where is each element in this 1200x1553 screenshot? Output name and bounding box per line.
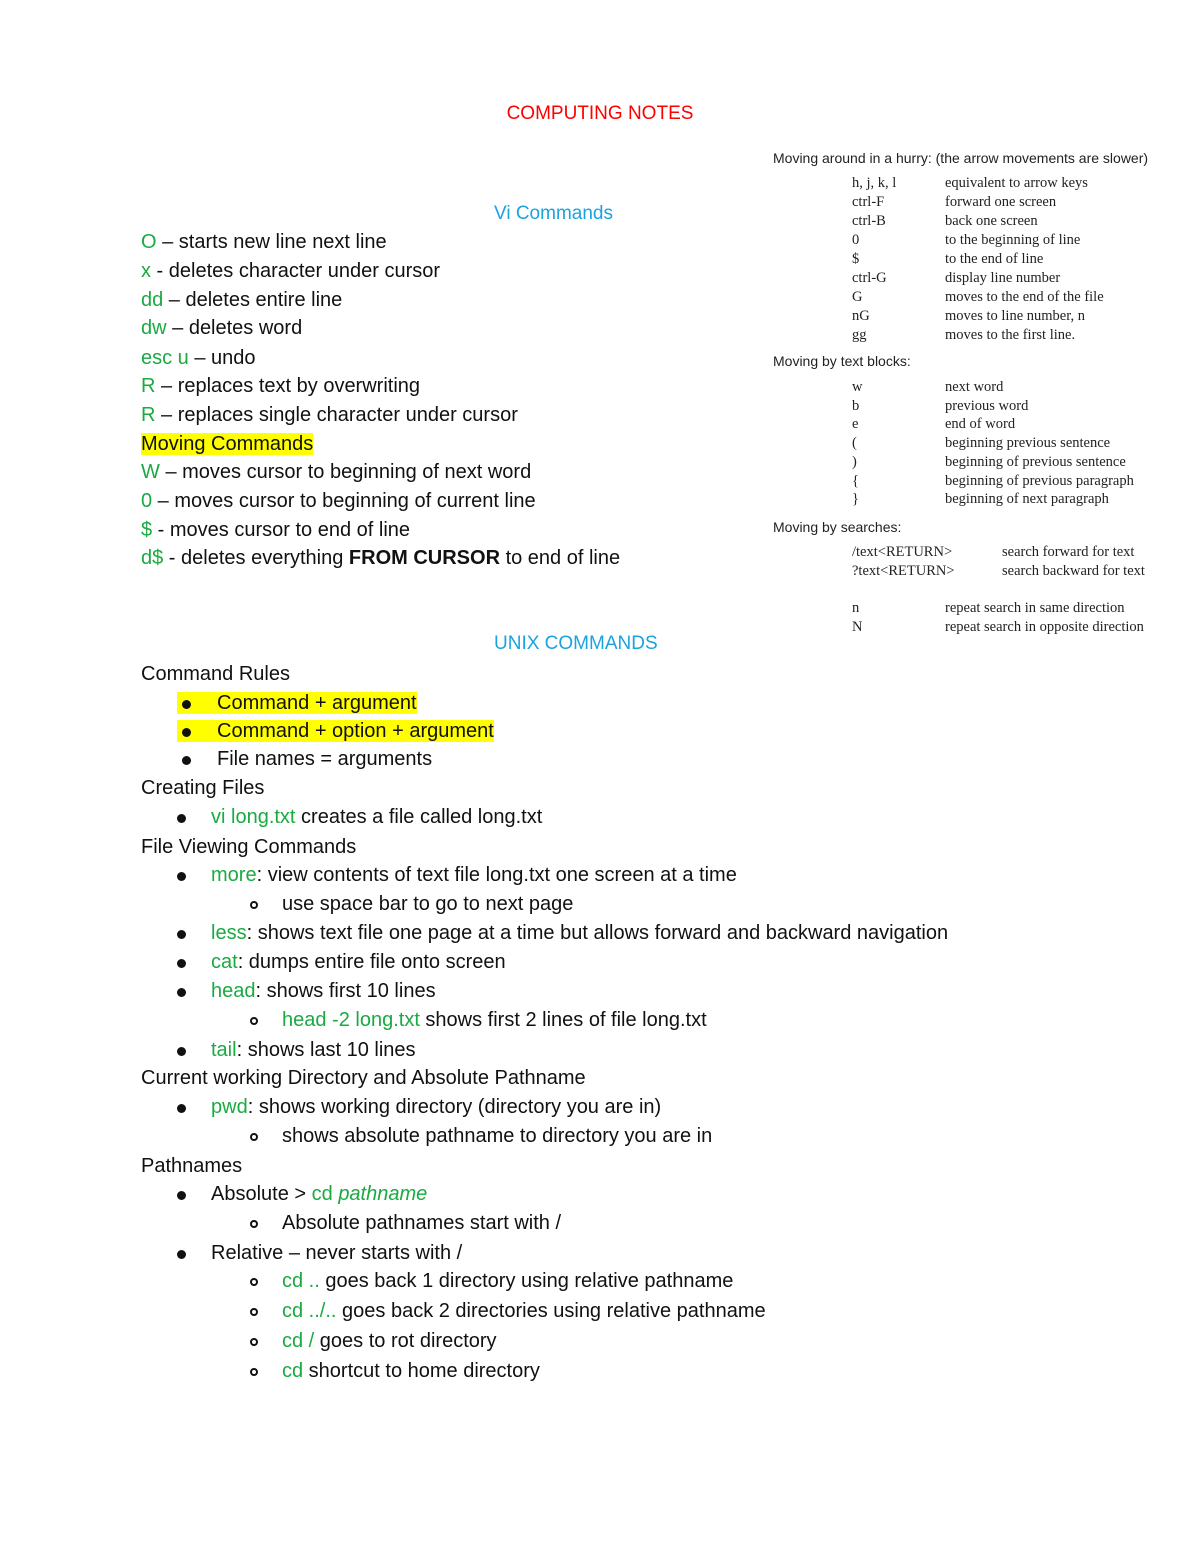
desc: : view contents of text file long.txt one screen at a time	[256, 864, 737, 886]
ref-desc: to the end of line	[945, 251, 1044, 267]
desc: creates a file called long.txt	[295, 806, 543, 828]
vi-desc: – moves cursor to beginning of next word	[159, 461, 532, 483]
vi-key: esc u	[141, 347, 189, 369]
cmd: cd	[282, 1360, 304, 1382]
sub-bullet-icon	[250, 1220, 258, 1228]
bullet-icon	[177, 1191, 186, 1200]
ref-cmd: 0	[852, 232, 860, 248]
bullet-icon	[182, 728, 191, 737]
vi-key: R	[141, 375, 156, 397]
rule-text: File names = arguments	[217, 748, 433, 770]
relative-sub-item	[282, 1269, 733, 1293]
rule-text: Command + option + argument	[177, 720, 494, 742]
ref-cmd: )	[852, 453, 857, 470]
bullet-icon	[177, 872, 186, 881]
cmd: cd ../..	[282, 1300, 337, 1322]
moving-commands-heading	[141, 432, 313, 456]
ref-desc: search backward for text	[1002, 563, 1145, 579]
ref-desc: beginning of previous paragraph	[945, 472, 1134, 489]
vi-desc-a: - deletes everything	[163, 547, 349, 569]
ref-desc: repeat search in same direction	[945, 600, 1125, 616]
ref-cmd: b	[852, 397, 860, 414]
bullet-icon	[182, 700, 191, 709]
rule-item	[177, 691, 417, 715]
vi-key: W	[141, 461, 160, 483]
more-item	[211, 863, 737, 887]
ref-desc: end of word	[945, 416, 1016, 433]
ref-cmd: ?text<RETURN>	[852, 563, 955, 579]
vi-desc: - deletes character under cursor	[151, 260, 441, 282]
creating-item	[211, 805, 542, 829]
absolute-sub: Absolute pathnames start with /	[282, 1212, 562, 1234]
vi-key: x	[141, 260, 151, 282]
desc: goes back 2 directories using relative pathname	[336, 1300, 766, 1322]
vi-key: dw	[141, 317, 167, 339]
vi-desc-bold: FROM CURSOR	[348, 547, 501, 569]
ref-cmd: {	[852, 472, 859, 489]
head-item	[211, 979, 436, 1003]
more-sub: use space bar to go to next page	[282, 893, 574, 915]
vi-item	[141, 288, 342, 312]
vi-item	[141, 316, 302, 340]
vi-heading: Vi Commands	[494, 203, 613, 224]
vi-desc: – replaces single character under cursor	[155, 404, 518, 426]
cmd: tail	[211, 1039, 237, 1061]
vi-desc: – deletes entire line	[163, 289, 343, 311]
ref-cmd: G	[852, 289, 863, 305]
ref-desc: back one screen	[945, 213, 1038, 229]
relative-sub-item	[282, 1359, 540, 1383]
relative-item: Relative – never starts with /	[211, 1242, 463, 1264]
ref-desc: moves to the first line.	[945, 327, 1076, 343]
bullet-icon	[177, 930, 186, 939]
rule-item	[177, 719, 494, 743]
cmd: cd	[311, 1183, 339, 1205]
ref-cmd: (	[852, 435, 857, 452]
ref-desc: moves to the end of the file	[945, 289, 1104, 305]
vi-desc: – moves cursor to beginning of current line	[152, 490, 536, 512]
head-sub	[282, 1008, 707, 1032]
sub-bullet-icon	[250, 1308, 258, 1316]
desc: shortcut to home directory	[303, 1360, 540, 1382]
desc: shows first 2 lines of file long.txt	[419, 1009, 707, 1031]
vi-key: $	[141, 519, 153, 541]
blocks-heading: Moving by text blocks:	[773, 353, 911, 369]
ref-cmd: h, j, k, l	[852, 175, 897, 191]
vi-desc: - moves cursor to end of line	[152, 519, 411, 541]
search-heading: Moving by searches:	[773, 519, 902, 535]
cwd-heading: Current working Directory and Absolute Pathname	[141, 1067, 586, 1089]
vi-desc-b: to end of line	[500, 547, 621, 569]
page-title: COMPUTING NOTES	[506, 103, 694, 124]
sub-bullet-icon	[250, 1017, 258, 1025]
cmd: cat	[211, 951, 238, 973]
desc: : dumps entire file onto screen	[237, 951, 506, 973]
sub-bullet-icon	[250, 1368, 258, 1376]
vi-item-delete-to-end	[141, 546, 620, 570]
bullet-icon	[177, 814, 186, 823]
pathnames-heading: Pathnames	[141, 1155, 243, 1177]
ref-cmd: n	[852, 600, 860, 616]
vi-key: 0	[141, 490, 153, 512]
ref-cmd: /text<RETURN>	[852, 544, 953, 560]
bullet-icon	[177, 988, 186, 997]
vi-moving-item	[141, 489, 536, 513]
ref-cmd: }	[852, 491, 859, 508]
ref-cmd: nG	[852, 308, 870, 324]
desc: goes to rot directory	[314, 1330, 497, 1352]
rule-item	[217, 747, 432, 771]
cmd: vi long.txt	[211, 806, 296, 828]
vi-desc: – replaces text by overwriting	[155, 375, 421, 397]
ref-cmd: ctrl-B	[852, 213, 886, 229]
bullet-icon	[177, 959, 186, 968]
vi-item	[141, 259, 440, 283]
ref-cmd: $	[852, 251, 860, 267]
ref-cmd: gg	[852, 327, 867, 343]
ref-desc: next word	[945, 379, 1004, 395]
absolute-item	[211, 1182, 427, 1206]
cat-item	[211, 950, 506, 974]
ref-desc: to the beginning of line	[945, 232, 1081, 248]
ref-desc: previous word	[945, 397, 1029, 414]
ref-desc: beginning of previous sentence	[945, 453, 1126, 470]
vi-moving-item	[141, 460, 531, 484]
relative-sub-item	[282, 1299, 766, 1323]
ref-desc: forward one screen	[945, 194, 1057, 210]
vi-key: O	[141, 231, 157, 253]
tail-item	[211, 1038, 416, 1062]
rule-text: Command + argument	[177, 692, 417, 714]
sub-bullet-icon	[250, 901, 258, 909]
sub-bullet-icon	[250, 1278, 258, 1286]
cmd: cd /	[282, 1330, 315, 1352]
relative-sub-item	[282, 1329, 497, 1353]
ref-cmd: N	[852, 619, 863, 635]
vi-moving-item	[141, 518, 410, 542]
vi-desc: – deletes word	[166, 317, 303, 339]
cmd: cd ..	[282, 1270, 320, 1292]
desc: : shows first 10 lines	[255, 980, 436, 1002]
sub-bullet-icon	[250, 1133, 258, 1141]
command-rules-heading: Command Rules	[141, 663, 290, 685]
bullet-icon	[177, 1250, 186, 1259]
ref-desc: display line number	[945, 270, 1061, 286]
cmd: less	[211, 922, 247, 944]
ref-desc: repeat search in opposite direction	[945, 619, 1144, 635]
bullet-icon	[182, 756, 191, 765]
pwd-sub: shows absolute pathname to directory you are in	[282, 1125, 713, 1147]
arg: pathname	[338, 1183, 428, 1205]
ref-desc: moves to line number, n	[945, 308, 1085, 324]
ref-desc: search forward for text	[1002, 544, 1135, 560]
hurry-heading: Moving around in a hurry: (the arrow movements are slower)	[773, 150, 1149, 166]
pwd-item	[211, 1095, 661, 1119]
ref-cmd: ctrl-F	[852, 194, 885, 210]
ref-cmd: w	[852, 379, 863, 395]
vi-item	[141, 403, 518, 427]
moving-commands-label: Moving Commands	[141, 433, 314, 455]
vi-item	[141, 374, 420, 398]
cmd: more	[211, 864, 257, 886]
ref-desc: equivalent to arrow keys	[945, 175, 1088, 191]
desc: : shows working directory (directory you are in)	[247, 1096, 662, 1118]
desc: goes back 1 directory using relative pathname	[319, 1270, 734, 1292]
desc: : shows text file one page at a time but allows forward and backward navigation	[246, 922, 949, 944]
ref-desc: beginning of next paragraph	[945, 491, 1109, 508]
ref-cmd: ctrl-G	[852, 270, 887, 286]
ref-desc: beginning previous sentence	[945, 435, 1111, 452]
cmd: pwd	[211, 1096, 248, 1118]
sub-bullet-icon	[250, 1338, 258, 1346]
desc: : shows last 10 lines	[236, 1039, 416, 1061]
vi-desc: – undo	[188, 347, 256, 369]
bullet-icon	[177, 1047, 186, 1056]
vi-key: dd	[141, 289, 164, 311]
vi-item	[141, 230, 387, 254]
vi-desc: – starts new line next line	[156, 231, 387, 253]
less-item	[211, 921, 948, 945]
ref-cmd: e	[852, 416, 859, 433]
desc: Absolute >	[211, 1183, 312, 1205]
creating-files-heading: Creating Files	[141, 777, 265, 799]
file-viewing-heading: File Viewing Commands	[141, 836, 357, 858]
vi-key: R	[141, 404, 156, 426]
unix-heading: UNIX COMMANDS	[494, 633, 658, 654]
cmd: head -2 long.txt	[282, 1009, 420, 1031]
cmd: head	[211, 980, 256, 1002]
bullet-icon	[177, 1104, 186, 1113]
vi-key: d$	[141, 547, 164, 569]
vi-item	[141, 346, 256, 370]
